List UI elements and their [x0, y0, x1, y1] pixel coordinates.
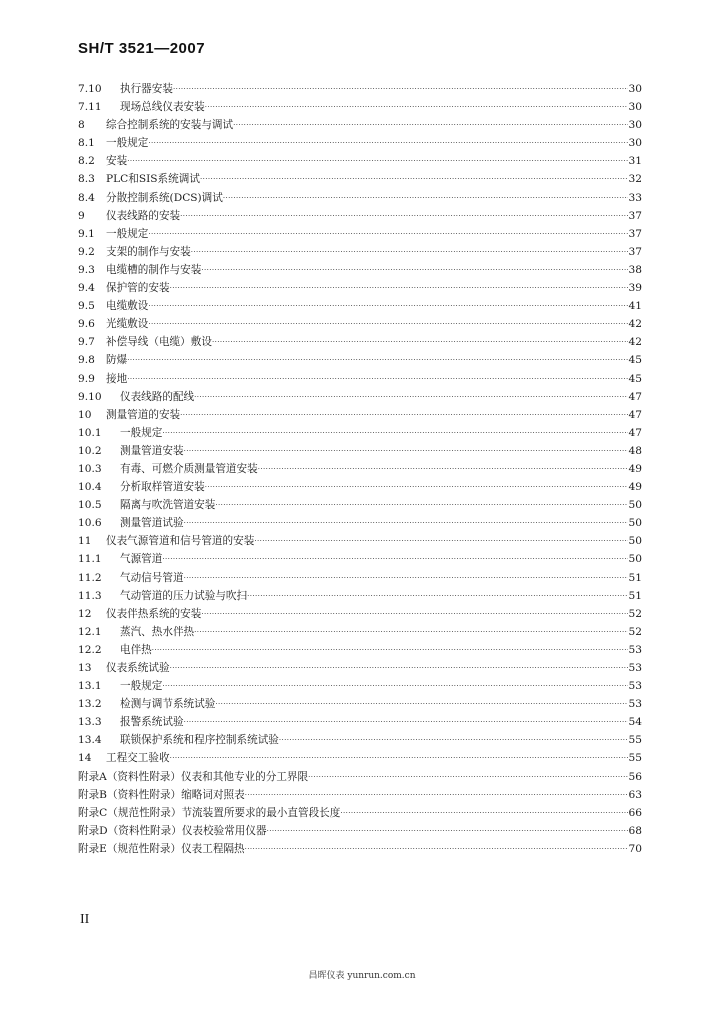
toc-entry[interactable]: [78, 731, 642, 749]
toc-entry[interactable]: [78, 261, 642, 279]
toc-entry[interactable]: [78, 460, 642, 478]
dot-leader: [184, 713, 628, 731]
toc-entry-number: 8.2: [78, 155, 95, 168]
dot-leader: [162, 677, 627, 695]
toc-entry-number: 10.4: [78, 481, 102, 494]
toc-entry-title: 电缆槽的制作与安装: [106, 263, 202, 276]
toc-entry-number: 9.7: [78, 336, 95, 349]
toc-entry-page: 70: [628, 842, 642, 855]
toc-entry-title: 安装: [106, 155, 128, 168]
dot-leader: [148, 225, 627, 243]
toc-entry-title: 气动管道的压力试验与吹扫: [120, 589, 248, 602]
toc-entry[interactable]: [78, 297, 642, 315]
toc-entry-number: 10.6: [78, 517, 102, 530]
toc-entry[interactable]: [78, 351, 642, 369]
toc-entry-page: 30: [628, 83, 642, 95]
toc-entry[interactable]: [78, 243, 642, 261]
toc-entry[interactable]: [78, 496, 642, 514]
toc-entry-number: 9.8: [78, 354, 95, 367]
toc-entry-title: 现场总线仪表安装: [120, 101, 205, 114]
toc-entry-title: 保护管的安装: [106, 282, 170, 295]
dot-leader: [184, 569, 628, 587]
toc-entry-title: 附录E（规范性附录）仪表工程隔热: [78, 842, 245, 855]
dot-leader: [267, 822, 628, 840]
dot-leader: [162, 424, 627, 442]
toc-entry-page: 49: [628, 462, 642, 475]
toc-entry-page: 48: [628, 444, 642, 457]
toc-entry-number: 9.4: [78, 282, 95, 295]
toc-entry[interactable]: [78, 695, 642, 713]
toc-entry-title: 测量管道安装: [120, 444, 184, 457]
dot-leader: [215, 695, 627, 713]
toc-entry-number: 9.6: [78, 318, 95, 331]
toc-entry-title: 检测与调节系统试验: [120, 698, 216, 711]
dot-leader: [279, 731, 628, 749]
toc-entry-page: 50: [628, 535, 642, 548]
toc-entry[interactable]: [78, 442, 642, 460]
toc-entry-page: 38: [628, 263, 642, 276]
toc-entry-title: 一般规定: [106, 227, 149, 240]
toc-entry[interactable]: [78, 514, 642, 532]
toc-entry-number: 10.3: [78, 462, 102, 475]
toc-entry[interactable]: [78, 840, 642, 858]
toc-entry-page: 66: [628, 806, 642, 819]
toc-entry-title: 一般规定: [120, 680, 163, 693]
toc-entry-page: 51: [628, 571, 642, 584]
toc-entry-page: 30: [628, 119, 642, 132]
toc-entry-number: 10.1: [78, 426, 102, 439]
dot-leader: [258, 460, 628, 478]
toc-entry[interactable]: [78, 388, 642, 406]
dot-leader: [127, 351, 627, 369]
toc-entry-page: 51: [628, 589, 642, 602]
toc-entry-page: 54: [628, 716, 642, 729]
toc-entry[interactable]: [78, 315, 642, 333]
dot-leader: [170, 659, 628, 677]
toc-entry-number: 14: [78, 752, 92, 765]
toc-entry-number: 12.1: [78, 625, 102, 638]
toc-entry[interactable]: [78, 822, 642, 840]
toc-entry-title: PLC和SIS系统调试: [106, 173, 200, 186]
toc-entry-title: 仪表线路的安装: [106, 209, 181, 222]
toc-entry[interactable]: [78, 659, 642, 677]
toc-entry[interactable]: [78, 641, 642, 659]
toc-entry-page: 30: [628, 137, 642, 150]
toc-entry-title: 测量管道试验: [120, 517, 184, 530]
toc-entry-page: 42: [628, 318, 642, 331]
toc-entry-title: 防爆: [106, 354, 128, 367]
toc-entry-number: 13.2: [78, 698, 102, 711]
toc-entry-title: 隔离与吹洗管道安装: [120, 499, 216, 512]
toc-entry-page: 47: [628, 408, 642, 421]
toc-entry-title: 分析取样管道安装: [120, 481, 205, 494]
toc-entry-page: 52: [628, 607, 642, 620]
dot-leader: [148, 315, 627, 333]
toc-entry-title: 仪表系统试验: [106, 662, 170, 674]
dot-leader: [194, 623, 627, 641]
toc-entry-number: 13.3: [78, 716, 102, 729]
toc-entry-number: 10: [78, 408, 92, 421]
toc-entry-page: 56: [628, 770, 642, 783]
toc-entry[interactable]: [78, 804, 642, 822]
toc-entry-number: 12.2: [78, 643, 102, 656]
toc-entry[interactable]: [78, 623, 642, 641]
toc-entry-number: 10.5: [78, 499, 102, 512]
toc-entry-page: 55: [628, 734, 642, 747]
toc-entry-number: 9.2: [78, 245, 95, 258]
toc-entry-page: 45: [628, 354, 642, 367]
toc-entry-title: 仪表气源管道和信号管道的安装: [106, 535, 255, 548]
toc-entry-number: 8.1: [78, 137, 95, 150]
toc-entry-number: 9.1: [78, 227, 95, 240]
toc-entry-number: 9.10: [78, 390, 102, 403]
toc-entry-page: 63: [628, 788, 642, 801]
toc-entry-title: 测量管道的安装: [106, 408, 181, 421]
dot-leader: [212, 333, 628, 351]
toc-entry-number: 9.9: [78, 372, 95, 385]
dot-leader: [205, 98, 628, 116]
toc-entry[interactable]: [78, 569, 642, 587]
toc-entry[interactable]: [78, 279, 642, 297]
dot-leader: [148, 297, 627, 315]
toc-entry-page: 53: [628, 643, 642, 656]
toc-entry-number: 8: [78, 119, 85, 132]
toc-entry-title: 电伴热: [120, 643, 152, 656]
toc-entry-title: 电缆敷设: [106, 300, 149, 313]
dot-leader: [173, 80, 628, 98]
toc-entry-page: 37: [628, 245, 642, 258]
toc-entry[interactable]: [78, 550, 642, 568]
toc-entry-number: 7.11: [78, 101, 102, 114]
toc-entry-number: 12: [78, 607, 92, 620]
toc-entry-page: 50: [628, 499, 642, 512]
toc-entry-title: 执行器安装: [120, 83, 173, 95]
toc-entry[interactable]: [78, 768, 642, 786]
dot-leader: [180, 207, 627, 225]
dot-leader: [247, 587, 627, 605]
toc-entry-page: 42: [628, 336, 642, 349]
toc-entry-title: 一般规定: [106, 137, 149, 150]
toc-entry-number: 9.3: [78, 263, 95, 276]
toc-entry-number: 9.5: [78, 300, 95, 313]
toc-entry[interactable]: [78, 134, 642, 152]
dot-leader: [200, 170, 628, 188]
toc-entry[interactable]: [78, 786, 642, 804]
toc-entry-title: 一般规定: [120, 426, 163, 439]
toc-entry-page: 50: [628, 553, 642, 566]
toc-entry-title: 附录B（资料性附录）缩略词对照表: [78, 788, 245, 801]
toc-entry-number: 7.10: [78, 83, 102, 95]
toc-entry-title: 补偿导线（电缆）敷设: [106, 336, 212, 349]
toc-entry[interactable]: [78, 605, 642, 623]
toc-entry-page: 47: [628, 390, 642, 403]
toc-entry-page: 53: [628, 698, 642, 711]
toc-entry-title: 工程交工验收: [106, 752, 170, 765]
toc-entry[interactable]: [78, 152, 642, 170]
toc-entry-title: 气源管道: [120, 553, 163, 566]
toc-entry-number: 8.4: [78, 191, 95, 204]
toc-entry-page: 52: [628, 625, 642, 638]
toc-entry-title: 仪表线路的配线: [120, 390, 195, 403]
dot-leader: [201, 605, 627, 623]
toc-entry-title: 仪表伴热系统的安装: [106, 607, 202, 620]
toc-entry-title: 有毒、可燃介质测量管道安装: [120, 462, 258, 475]
toc-entry[interactable]: [78, 749, 642, 767]
toc-entry-page: 31: [628, 155, 642, 168]
toc-entry-page: 39: [628, 282, 642, 295]
toc-entry-title: 接地: [106, 372, 128, 385]
toc-entry-page: 33: [628, 191, 642, 204]
toc-entry-page: 55: [628, 752, 642, 765]
toc-entry-number: 13: [78, 662, 92, 674]
toc-entry-page: 53: [628, 680, 642, 693]
toc-entry-page: 50: [628, 517, 642, 530]
page-number: II: [80, 912, 90, 927]
dot-leader: [191, 243, 628, 261]
toc-entry-page: 47: [628, 426, 642, 439]
dot-leader: [245, 840, 628, 858]
dot-leader: [308, 768, 627, 786]
toc-entry-title: 支架的制作与安装: [106, 245, 191, 258]
toc-entry-number: 10.2: [78, 444, 102, 457]
dot-leader: [127, 370, 627, 388]
toc-entry-page: 68: [628, 824, 642, 837]
dot-leader: [127, 152, 627, 170]
toc-entry-number: 11: [78, 535, 92, 548]
footer-watermark: 昌晖仪表 yunrun.com.cn: [308, 971, 416, 981]
dot-leader: [152, 641, 628, 659]
toc-entry-number: 8.3: [78, 173, 95, 186]
document-id-header: SH/T 3521—2007: [78, 40, 206, 57]
toc-entry[interactable]: [78, 98, 642, 116]
dot-leader: [233, 116, 627, 134]
toc-entry-title: 报警系统试验: [120, 716, 184, 729]
dot-leader: [162, 550, 627, 568]
toc-entry[interactable]: [78, 677, 642, 695]
toc-entry[interactable]: [78, 424, 642, 442]
dot-leader: [194, 388, 627, 406]
toc-entry-page: 32: [628, 173, 642, 186]
toc-entry[interactable]: [78, 370, 642, 388]
toc-entry[interactable]: [78, 406, 642, 424]
dot-leader: [205, 478, 628, 496]
toc-entry-title: 附录D（资料性附录）仪表校验常用仪器: [78, 824, 267, 837]
dot-leader: [148, 134, 627, 152]
dot-leader: [180, 406, 627, 424]
toc-entry[interactable]: [78, 116, 642, 134]
toc-entry-title: 综合控制系统的安装与调试: [106, 119, 234, 132]
toc-entry-title: 光缆敷设: [106, 318, 149, 331]
toc-entry-number: 11.2: [78, 571, 102, 584]
toc-entry-number: 9: [78, 209, 85, 222]
toc-entry-page: 49: [628, 481, 642, 494]
toc-entry[interactable]: [78, 170, 642, 188]
dot-leader: [170, 749, 628, 767]
toc-entry-page: 45: [628, 372, 642, 385]
table-of-contents: [78, 80, 642, 858]
toc-entry[interactable]: [78, 333, 642, 351]
dot-leader: [340, 804, 627, 822]
toc-entry-page: 41: [628, 300, 642, 313]
toc-entry-title: 气动信号管道: [120, 571, 184, 584]
dot-leader: [184, 442, 628, 460]
toc-entry[interactable]: [78, 207, 642, 225]
toc-entry-number: 13.4: [78, 734, 102, 747]
toc-entry[interactable]: [78, 587, 642, 605]
toc-entry[interactable]: [78, 189, 642, 207]
toc-entry-title: 分散控制系统(DCS)调试: [106, 191, 223, 204]
dot-leader: [245, 786, 628, 804]
toc-entry[interactable]: [78, 225, 642, 243]
dot-leader: [254, 532, 627, 550]
toc-entry[interactable]: [78, 80, 642, 98]
toc-entry-title: 附录A（资料性附录）仪表和其他专业的分工界限: [78, 770, 309, 783]
toc-entry-title: 蒸汽、热水伴热: [120, 625, 195, 638]
toc-entry-number: 11.3: [78, 589, 102, 602]
dot-leader: [223, 189, 628, 207]
toc-entry-title: 附录C（规范性附录）节流装置所要求的最小直管段长度: [78, 806, 341, 819]
dot-leader: [201, 261, 627, 279]
toc-entry-page: 53: [628, 662, 642, 674]
toc-entry-title: 联锁保护系统和程序控制系统试验: [120, 734, 279, 747]
toc-entry-page: 37: [628, 227, 642, 240]
toc-entry[interactable]: [78, 713, 642, 731]
dot-leader: [215, 496, 627, 514]
toc-entry-page: 37: [628, 209, 642, 222]
dot-leader: [170, 279, 628, 297]
toc-entry-number: 11.1: [78, 553, 102, 566]
toc-entry-number: 13.1: [78, 680, 102, 693]
toc-entry[interactable]: [78, 532, 642, 550]
toc-entry[interactable]: [78, 478, 642, 496]
dot-leader: [184, 514, 628, 532]
toc-entry-page: 30: [628, 101, 642, 114]
